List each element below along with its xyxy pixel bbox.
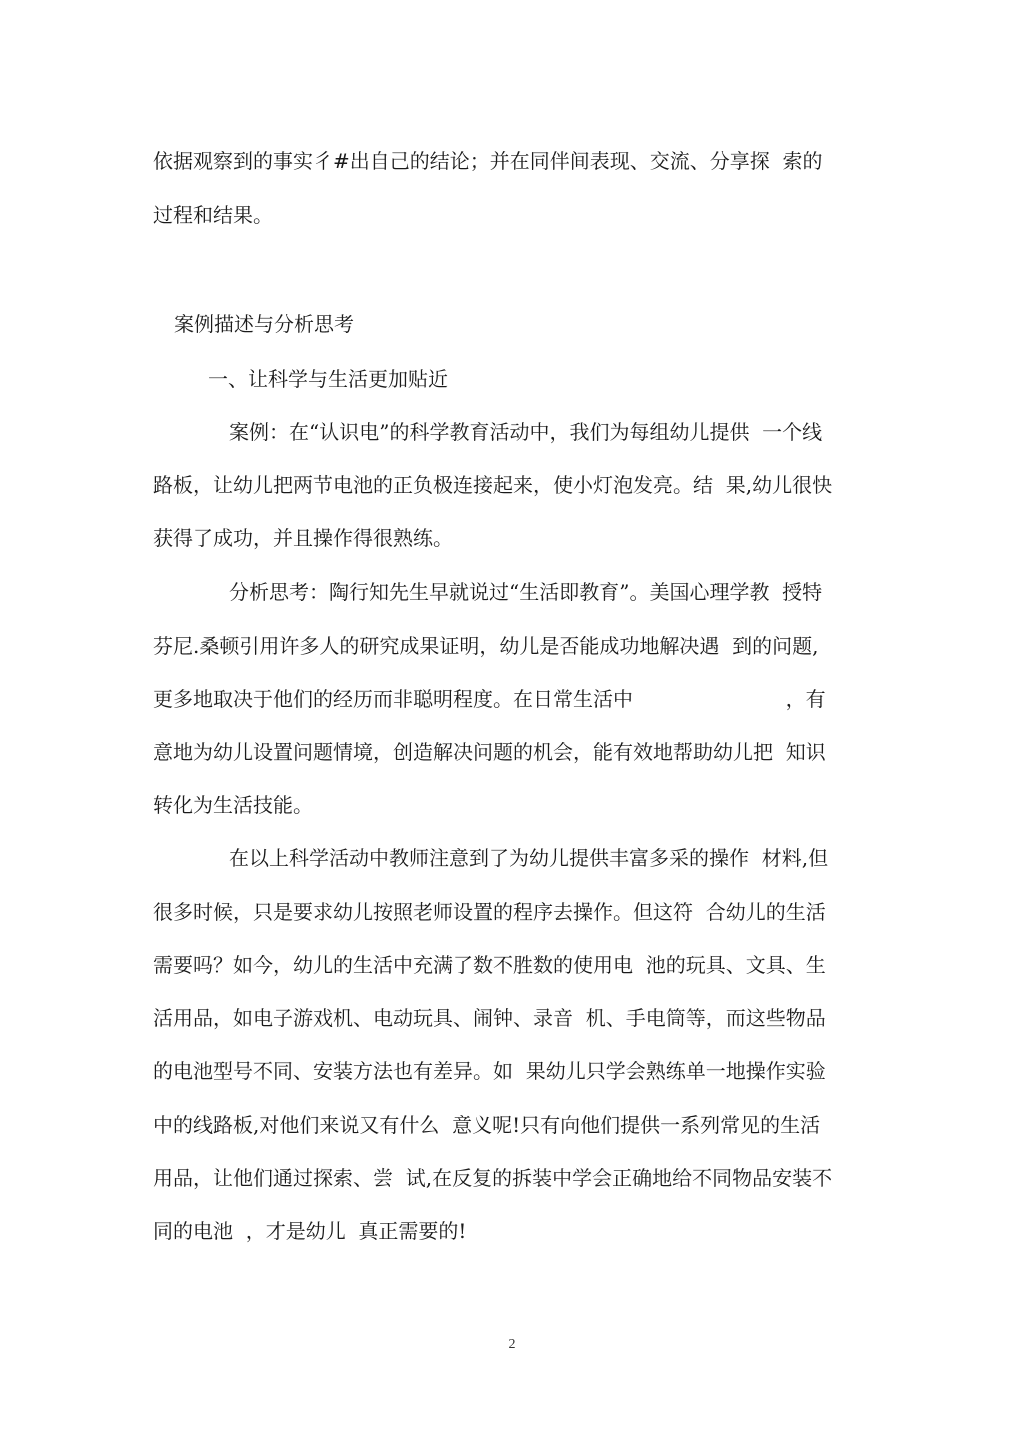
discussion-line: 需要吗？如今，幼儿的生活中充满了数不胜数的使用电 池的玩具、文具、生 (153, 953, 826, 977)
analysis-line: 转化为生活技能。 (153, 793, 313, 817)
case-line: 路板，让幼儿把两节电池的正负极连接起来，使小灯泡发亮。结 果,幼儿很快 (153, 473, 833, 497)
analysis-line: 芬尼.桑顿引用许多人的研究成果证明，幼儿是否能成功地解决遇 到的问题, (153, 634, 819, 658)
intro-line: 依据观察到的事实彳#出自己的结论；并在同伴间表现、交流、分享探 索的 (153, 149, 823, 173)
discussion-line: 活用品，如电子游戏机、电动玩具、闹钟、录音 机、手电筒等，而这些物品 (153, 1006, 826, 1030)
analysis-line: 更多地取决于他们的经历而非聪明程度。在日常生活中 ，有 (153, 687, 826, 711)
discussion-line: 很多时候，只是要求幼儿按照老师设置的程序去操作。但这符 合幼儿的生活 (153, 900, 826, 924)
discussion-line: 在以上科学活动中教师注意到了为幼儿提供丰富多采的操作 材料,但 (229, 846, 829, 870)
discussion-line: 的电池型号不同、安装方法也有差异。如 果幼儿只学会熟练单一地操作实验 (153, 1059, 826, 1083)
page-number: 2 (508, 1337, 516, 1352)
subsection-title: 一、让科学与生活更加贴近 (208, 367, 448, 391)
case-line: 案例：在“认识电”的科学教育活动中，我们为每组幼儿提供 一个线 (229, 420, 823, 444)
discussion-line: 中的线路板,对他们来说又有什么 意义呢!只有向他们提供一系列常见的生活 (153, 1113, 821, 1137)
intro-line: 过程和结果。 (153, 203, 273, 227)
discussion-line: 同的电池 ，才是幼儿 真正需要的! (153, 1219, 467, 1243)
discussion-line: 用品，让他们通过探索、尝 试,在反复的拆装中学会正确地给不同物品安装不 (153, 1166, 833, 1190)
analysis-line: 分析思考：陶行知先生早就说过“生活即教育”。美国心理学教 授特 (229, 580, 823, 604)
section-title: 案例描述与分析思考 (174, 312, 354, 336)
analysis-line: 意地为幼儿设置问题情境，创造解决问题的机会，能有效地帮助幼儿把 知识 (153, 740, 826, 764)
case-line: 获得了成功，并且操作得很熟练。 (153, 526, 453, 550)
